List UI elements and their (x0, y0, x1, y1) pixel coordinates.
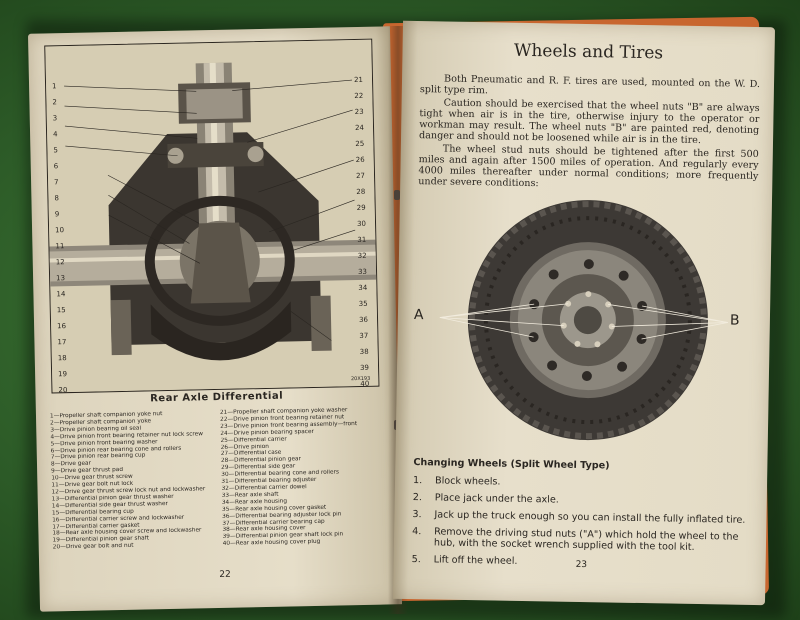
legend-entry: 17—Differential carrier gasket (52, 522, 140, 530)
legend-entry: 35—Rear axle housing cover gasket (221, 504, 327, 513)
legend-entry: 40—Rear axle housing cover plug (222, 539, 321, 548)
label-b: B (729, 312, 740, 329)
callout-number: 37 (359, 331, 369, 340)
step-text: Remove the driving stud nuts ("A") which hold the wheel to the hub, with the socket wrench supplied with the tool kit. (433, 526, 739, 553)
callout-number: 22 (354, 91, 364, 101)
callout-number: 4 (53, 130, 58, 139)
legend-entry: 3—Drive pinion bearing oil seal (50, 425, 142, 434)
legend-entry: 14—Differential side gear thrust washer (51, 500, 168, 510)
callout-number: 5 (53, 146, 58, 155)
legend-entry: 1—Propeller shaft companion yoke nut (49, 411, 163, 420)
legend-entry: 39—Differential pinion gear shaft lock pin (222, 531, 344, 541)
legend-entry: 18—Rear axle housing cover screw and lockwasher (52, 527, 202, 537)
label-a: A (413, 307, 424, 324)
legend-entry: 21—Propeller shaft companion yoke washer (219, 407, 348, 416)
callout-number: 6 (53, 162, 59, 171)
callout-number: 2 (52, 98, 57, 107)
legend-entry: 16—Differential carrier screw and lockwasher (52, 514, 185, 524)
step-item (413, 475, 753, 492)
legend-entry: 9—Drive gear thrust pad (51, 467, 124, 475)
callout-number: 15 (56, 306, 66, 315)
diagram-caption: Rear Axle Differential (150, 390, 284, 405)
legend-entry: 4—Drive pinion front bearing retainer nut lock screw (50, 430, 204, 441)
paragraph-tires: Both Pneumatic and R. F. tires are used, mounted on the W. D. split type rim. (419, 73, 761, 97)
callout-number: 3 (52, 114, 58, 123)
callout-number: 23 (354, 107, 364, 117)
callout-number: 18 (57, 354, 67, 363)
legend-entry: 25—Differential carrier (220, 436, 287, 444)
callout-number: 32 (357, 251, 367, 260)
right-page (393, 21, 775, 605)
callout-number: 10 (55, 226, 65, 235)
legend-entry: 22—Drive pinion front bearing retainer nut (220, 414, 345, 423)
legend-entry: 27—Differential case (220, 450, 282, 458)
callout-number: 16 (57, 322, 67, 331)
legend-entry: 13—Differential pinion gear thrust washer (51, 493, 174, 503)
callout-number: 11 (55, 242, 65, 251)
callout-number: 9 (54, 210, 60, 219)
legend-column-2 (220, 406, 388, 548)
left-page (28, 26, 402, 611)
callout-number: 8 (54, 194, 59, 203)
legend-entry: 8—Drive gear (50, 460, 92, 468)
callout-number: 1 (52, 82, 57, 91)
callout-number: 19 (58, 370, 68, 379)
callout-number: 14 (56, 290, 66, 299)
step-text: Place jack under the axle. (434, 492, 559, 506)
callout-number: 36 (358, 315, 369, 324)
legend-entry: 10—Drive gear thrust screw (51, 473, 133, 482)
step-number: 1. (412, 475, 423, 487)
legend-entry: 7—Drive pinion rear bearing cup (50, 452, 146, 461)
legend-entry: 6—Drive pinion rear bearing cone and rollers (50, 445, 182, 454)
legend-entry: 5—Drive pinion front bearing washer (50, 438, 158, 448)
callout-number: 29 (356, 203, 366, 213)
legend-column-1 (50, 410, 218, 552)
legend-entry: 28—Differential pinion gear (220, 456, 302, 465)
legend-entry: 19—Differential pinion gear shaft (52, 535, 149, 544)
legend-entry: 31—Differential bearing adjuster (221, 476, 317, 485)
legend-entry: 2—Propeller shaft companion yoke (50, 418, 152, 427)
rear-axle-diagram (44, 39, 379, 394)
step-item (412, 509, 752, 526)
legend-entry: 30—Differential bearing cone and rollers (221, 469, 340, 479)
legend-entry: 15—Differential bearing cup (51, 508, 134, 517)
legend-entry: 20—Drive gear bolt and nut (52, 542, 134, 551)
callout-number: 33 (357, 267, 368, 276)
step-text: Lift off the wheel. (433, 554, 518, 567)
step-text: Jack up the truck enough so you can install the fully inflated tire. (434, 509, 746, 526)
callout-number: 34 (358, 283, 368, 292)
callout-number: 12 (55, 258, 65, 267)
legend-entry: 33—Rear axle shaft (221, 491, 279, 499)
callout-number: 24 (354, 123, 365, 133)
section-heading: Changing Wheels (Split Wheel Type) (413, 457, 610, 472)
step-number: 5. (411, 554, 421, 566)
step-number: 4. (412, 526, 422, 538)
legend-entry: 38—Rear axle housing cover (222, 525, 306, 534)
callout-number: 38 (359, 347, 369, 356)
callout-number: 20 (58, 386, 68, 395)
page-number-right: 23 (575, 559, 588, 571)
paragraph-stud-nuts: The wheel stud nuts should be tightened after the first 500 miles and again after 1500 miles of operation. And regularly every 4000 miles thereafter under normal conditions; more frequently under severe conditions: (418, 143, 759, 190)
legend-entry: 12—Drive gear thrust screw lock nut and lockwasher (51, 486, 206, 496)
legend-entry: 32—Differential carrier dowel (221, 484, 307, 492)
page-title: Wheels and Tires (513, 40, 664, 64)
legend-entry: 36—Differential bearing adjuster lock pin (222, 510, 342, 520)
legend-entry: 23—Drive pinion front bearing assembly—front (220, 420, 358, 430)
tire-and-rim-photo (425, 187, 740, 462)
legend-entry: 24—Drive pinion bearing spacer (220, 428, 314, 437)
step-item (413, 492, 753, 509)
callout-number: 25 (355, 139, 365, 149)
callout-number: 31 (357, 235, 367, 245)
callout-number: 39 (359, 363, 370, 372)
parts-legend (49, 406, 384, 551)
diagram-code: 20X193 (350, 375, 371, 383)
legend-entry: 37—Differential carrier bearing cap (222, 518, 325, 527)
paragraph-caution: Caution should be exercised that the wheel nuts "B" are always tight when air is in the tire, otherwise injury to the operator or workman may result. The wheel nuts "B" are painted red, denoting danger and should not be loosened while air is in the tire. (418, 97, 760, 147)
step-number: 2. (412, 492, 423, 504)
callout-number: 35 (358, 299, 368, 308)
wheel-illustration (413, 187, 740, 462)
legend-entry: 34—Rear axle housing (221, 498, 288, 506)
legend-entry: 29—Differential side gear (221, 463, 296, 472)
callout-number: 21 (353, 75, 364, 85)
callout-number: 28 (356, 187, 366, 197)
callout-number: 13 (56, 274, 66, 283)
differential-cutaway-illustration (45, 40, 378, 393)
callout-number: 40 (360, 379, 370, 388)
callout-number: 27 (355, 171, 366, 181)
callout-number: 17 (57, 338, 67, 347)
step-text: Block wheels. (434, 475, 501, 488)
callout-number: 26 (355, 155, 365, 165)
page-number-left: 22 (219, 569, 231, 580)
step-number: 3. (412, 509, 422, 521)
callout-number: 30 (356, 219, 367, 229)
callout-number: 7 (54, 178, 59, 187)
legend-entry: 11—Drive gear bolt nut lock (51, 480, 134, 489)
step-item (412, 526, 752, 554)
legend-entry: 26—Drive pinion (220, 443, 270, 451)
